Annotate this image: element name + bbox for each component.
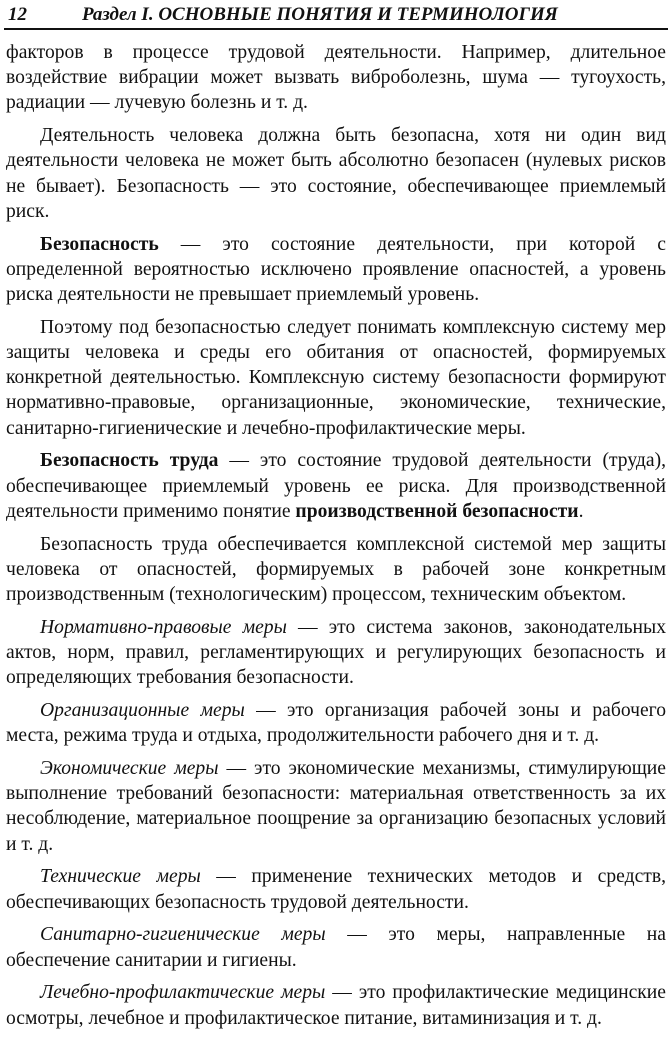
page-header: [4, 0, 668, 30]
paragraph-continuation: [6, 40, 666, 116]
paragraph-text: — применение технических методов и средств, обеспечивающих безопасность трудовой деятельности.: [6, 866, 666, 913]
paragraph-text: — это состояние деятельности, при которой с определенной вероятностью исключено проявление опасностей, а уровень риска деятельности не превышает приемлемый уровень.: [6, 233, 666, 306]
paragraph-text: — это меры, направленные на обеспечение санитарии и гигиены.: [6, 924, 666, 971]
paragraph-activity-safety: [6, 123, 666, 224]
paragraph-text: факторов в процессе трудовой деятельности. Например, длительное воздействие вибрации может вызвать виброболезнь, шума — тугоухость, радиации — лучевую болезнь и т. д.: [6, 42, 666, 114]
paragraph-text: Безопасность труда обеспечивается комплексной системой мер защиты человека от опасностей, формируемых в рабочей зоне конкретным производственным (технологическим) процессом, техническим объектом.: [6, 533, 666, 606]
term-italic: Технические меры: [40, 866, 201, 888]
paragraph-text: — это состояние трудовой деятельности (труда), обеспечивающее приемлемый уровень ее риска. Для производственной деятельности применимо понятие: [6, 450, 666, 522]
paragraph-text: — это организация рабочей зоны и рабочего места, режима труда и отдыха, продолжительности рабочего дня и т. д.: [6, 700, 667, 747]
paragraph-text: — это система законов, законодательных актов, норм, правил, регламентирующих и регулирующих безопасность и определяющих требования безопасности.: [6, 616, 666, 689]
paragraph-labor-safety-measures: [6, 532, 666, 608]
term-italic: Санитарно-гигиенические меры: [40, 924, 326, 946]
paragraph-text: — это экономические механизмы, стимулирующие выполнение требований безопасности: материальная ответственность за их несоблюдение, материальное поощрение за организацию безопасных условий и т. д.: [6, 758, 666, 855]
paragraph-legal-measures: [6, 615, 666, 691]
term-bold: производственной безопасности: [295, 500, 579, 522]
paragraph-text: Деятельность человека должна быть безопасна, хотя ни один вид деятельности человека не может быть абсолютно безопасен (нулевых рисков не бывает). Безопасность — это состояние, обеспечивающее приемлемый риск.: [6, 125, 666, 222]
paragraph-organizational-measures: [6, 698, 666, 748]
term-italic: Нормативно-правовые меры: [40, 616, 287, 638]
paragraph-text: Поэтому под безопасностью следует понимать комплексную систему мер защиты человека и среды его обитания от опасностей, формируемых конкретной деятельностью. Комплексную систему безопасности формируют нормативно-правовые, организационные, экономические, технические, санитарно-гигиенические и лечебно-профилактические меры.: [6, 316, 666, 439]
term-italic: Экономические меры: [40, 758, 219, 780]
paragraph-text: — это профилактические медицинские осмотры, лечебное и профилактическое питание, витаминизация и т. д.: [6, 982, 666, 1029]
paragraph-safety-definition: [6, 232, 666, 308]
paragraph-sanitary-measures: [6, 922, 666, 972]
paragraph-medical-measures: [6, 980, 666, 1030]
paragraph-economic-measures: [6, 756, 666, 857]
paragraph-complex-system: [6, 315, 666, 441]
term-bold: Безопасность: [40, 233, 159, 255]
running-title: Раздел I. ОСНОВНЫЕ ПОНЯТИЯ И ТЕРМИНОЛОГИЯ: [82, 4, 558, 25]
paragraph-text: .: [578, 500, 584, 522]
page-body: [4, 30, 668, 1031]
term-italic: Лечебно-профилактические меры: [40, 982, 326, 1004]
term-italic: Организационные меры: [40, 700, 245, 722]
page-number: 12: [8, 4, 27, 25]
paragraph-technical-measures: [6, 864, 666, 914]
paragraph-labor-safety-definition: [6, 448, 666, 524]
term-bold: Безопасность труда: [40, 450, 219, 472]
